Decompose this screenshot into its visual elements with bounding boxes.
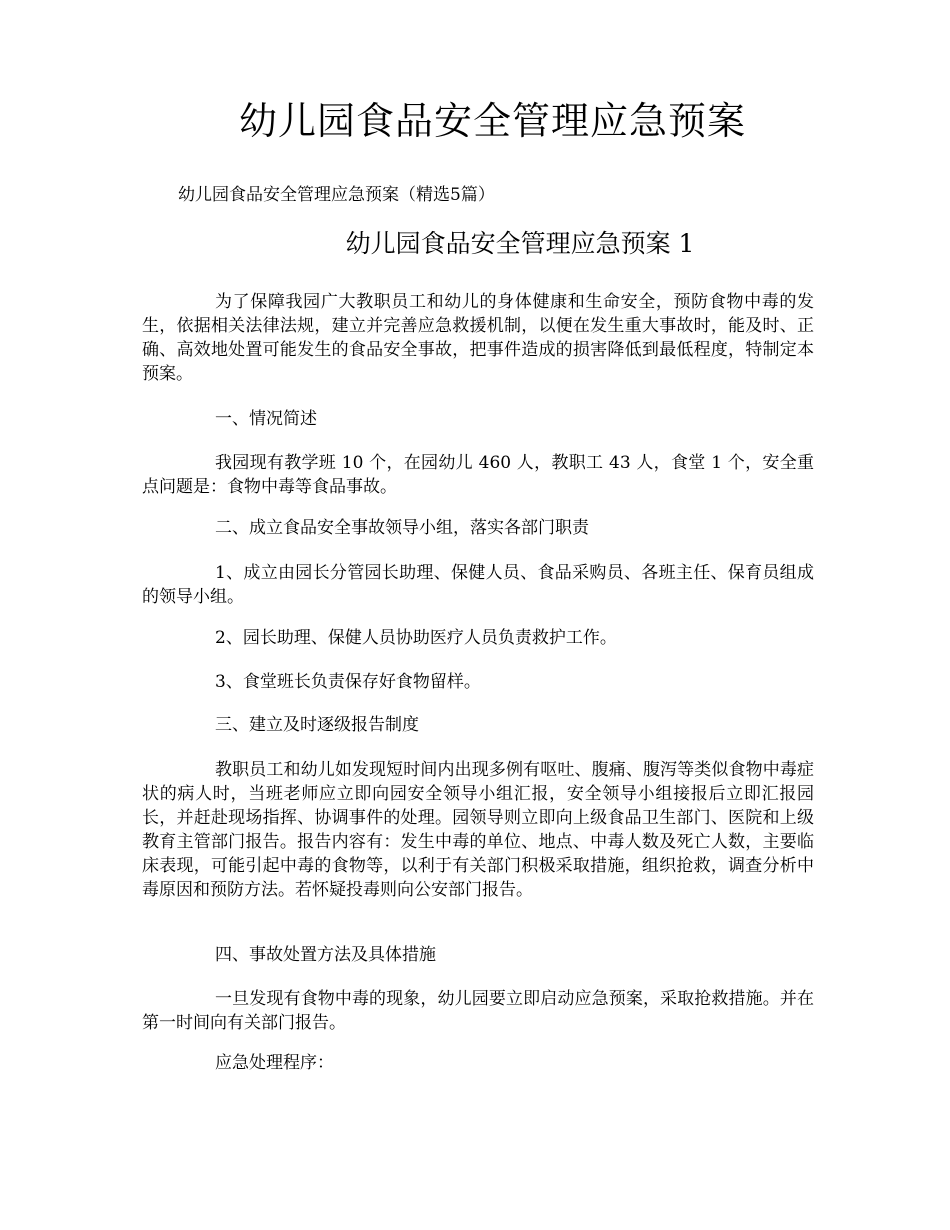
document-title: 幼儿园食品安全管理应急预案 [238,99,746,143]
section-title: 幼儿园食品安全管理应急预案 1 [345,229,695,258]
paragraph-reporting: 教职员工和幼儿如发现短时间内出现多例有呕吐、腹痛、腹泻等类似食物中毒症状的病人时，当班老师应立即向园安全领导小组汇报，安全领导小组接报后立即汇报园长，并赶赴现场指挥、协调事件的处理。园领导则立即向上级食品卫生部门、医院和上级教育主管部门报告。报告内容有：发生中毒的单位、地点、中毒人数及死亡人数，主要临床表现，可能引起中毒的食物等，以利于有关部门积极采取措施，组织抢救，调查分析中毒原因和预防方法。若怀疑投毒则向公安部门报告。 [142,760,814,900]
paragraph-group-2: 2、园长助理、保健人员协助医疗人员负责救护工作。 [215,628,617,648]
heading-handling: 四、事故处置方法及具体措施 [215,945,436,965]
paragraph-group-3: 3、食堂班长负责保存好食物留样。 [215,672,481,692]
heading-reporting: 三、建立及时逐级报告制度 [215,715,419,735]
paragraph-group-1: 1、成立由园长分管园长助理、保健人员、食品采购员、各班主任、保育员组成的领导小组。 [142,563,814,607]
paragraph-intro: 为了保障我园广大教职员工和幼儿的身体健康和生命安全，预防食物中毒的发生，依据相关法律法规，建立并完善应急救援机制，以便在发生重大事故时，能及时、正确、高效地处置可能发生的食品安全事故，把事件造成的损害降低到最低程度，特制定本预案。 [142,292,814,384]
document-subtitle: 幼儿园食品安全管理应急预案（精选5篇） [178,185,495,205]
heading-leadership-group: 二、成立食品安全事故领导小组，落实各部门职责 [215,518,589,538]
heading-situation: 一、情况简述 [215,409,317,429]
heading-procedure: 应急处理程序： [215,1053,334,1073]
paragraph-situation: 我园现有教学班 10 个，在园幼儿 460 人，教职工 43 人，食堂 1 个，安全重点问题是：食物中毒等食品事故。 [142,453,814,497]
paragraph-handling: 一旦发现有食物中毒的现象，幼儿园要立即启动应急预案，采取抢救措施。并在第一时间向有关部门报告。 [142,989,814,1033]
